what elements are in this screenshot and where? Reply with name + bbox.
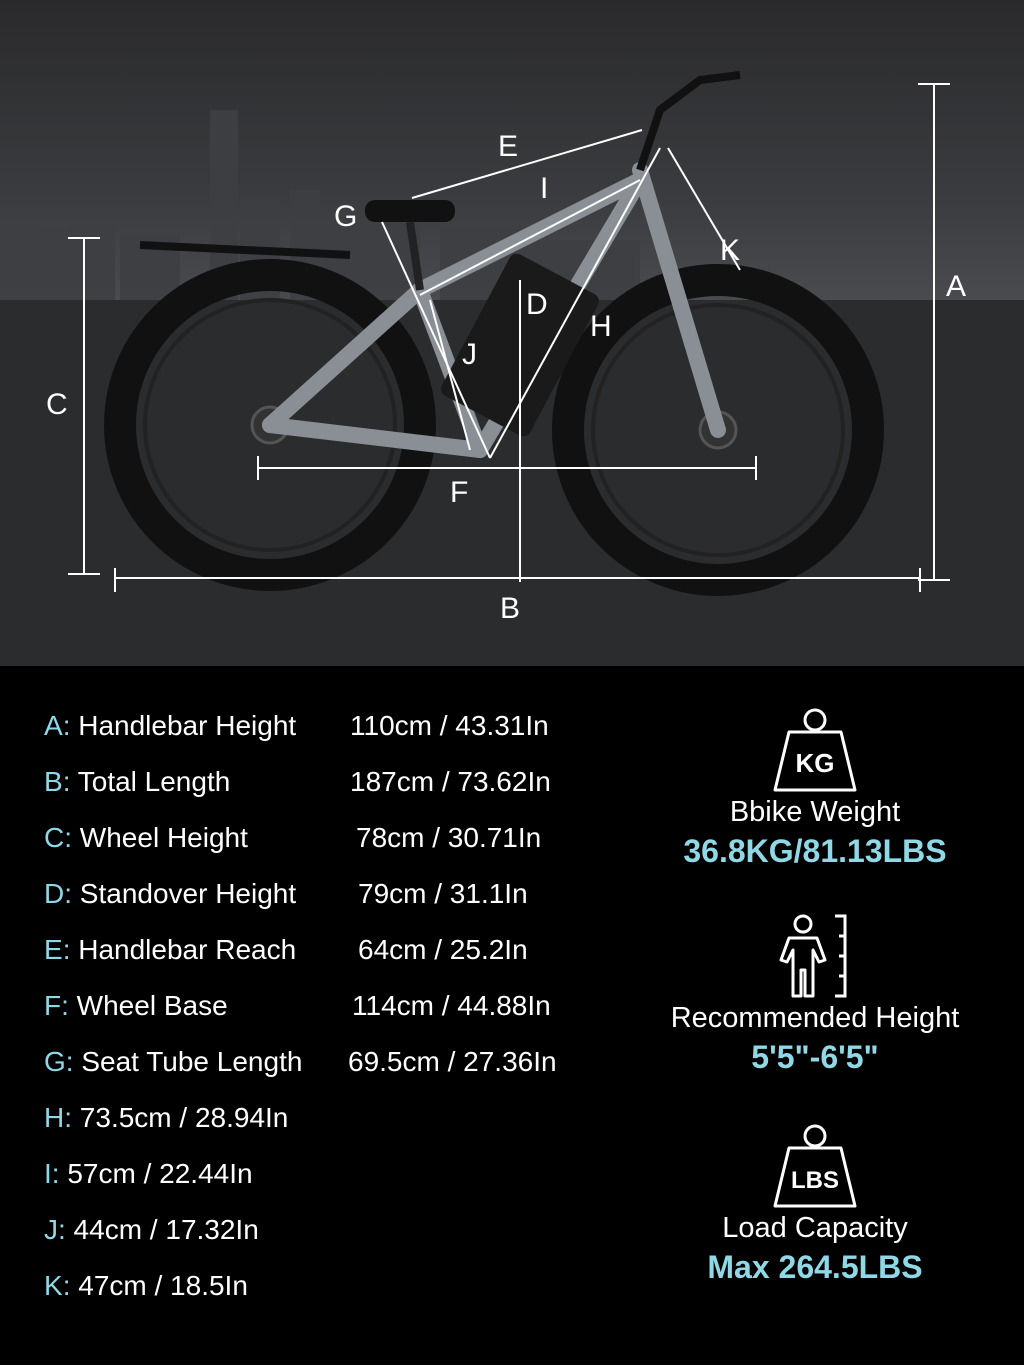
label-h: H	[590, 310, 612, 343]
spec-name: 44cm / 17.32In	[65, 1214, 259, 1245]
spec-name: 57cm / 22.44In	[59, 1158, 253, 1189]
kg-icon-text: KG	[795, 748, 835, 778]
spec-name: Handlebar Height	[70, 710, 297, 741]
height-title: Recommended Height	[670, 1002, 960, 1034]
spec-letter: C	[44, 822, 65, 853]
spec-name: Wheel Height	[72, 822, 248, 853]
spec-separator: :	[64, 1102, 73, 1133]
spec-separator: :	[61, 990, 69, 1021]
spec-value: 69.5cm / 27.36In	[348, 1046, 557, 1077]
spec-row-a	[44, 710, 549, 750]
height-value: 5'5"-6'5"	[751, 1039, 879, 1075]
label-k: K	[720, 234, 741, 267]
spec-row-h	[44, 1102, 288, 1142]
seat	[365, 200, 455, 222]
load-stat	[640, 1124, 990, 1286]
load-value: Max 264.5LBS	[707, 1249, 923, 1285]
spec-name: Handlebar Reach	[70, 934, 297, 965]
spec-value: 110cm / 43.31In	[350, 710, 549, 741]
spec-letter: H	[44, 1102, 65, 1133]
lbs-weight-icon	[769, 1124, 861, 1212]
spec-separator: :	[62, 934, 71, 965]
label-j: J	[462, 338, 477, 371]
spec-letter: A	[44, 710, 63, 741]
spec-separator: :	[62, 710, 71, 741]
spec-name: 47cm / 18.5In	[70, 1270, 248, 1301]
label-d: D	[526, 288, 548, 321]
label-b: B	[500, 592, 521, 625]
spec-value: 114cm / 44.88In	[352, 990, 551, 1021]
height-stat	[640, 912, 990, 1076]
spec-name: Standover Height	[72, 878, 297, 909]
lbs-icon-text: LBS	[791, 1167, 839, 1194]
spec-letter: K	[44, 1270, 63, 1301]
spec-letter: D	[44, 878, 65, 909]
label-e: E	[498, 130, 519, 163]
spec-value: 78cm / 30.71In	[356, 822, 542, 853]
bike-dimension-diagram	[0, 0, 1024, 666]
specifications-panel	[0, 666, 1024, 1365]
label-c: C	[46, 388, 68, 421]
spec-separator: :	[62, 766, 71, 797]
label-a: A	[946, 270, 967, 303]
spec-row-g	[44, 1046, 557, 1086]
spec-separator: :	[65, 1046, 74, 1077]
spec-name: Seat Tube Length	[73, 1046, 303, 1077]
spec-name: Total Length	[70, 766, 231, 797]
spec-letter: I	[44, 1158, 52, 1189]
label-g: G	[334, 200, 358, 233]
spec-row-k	[44, 1270, 248, 1310]
weight-stat	[640, 708, 990, 870]
spec-separator: :	[64, 822, 73, 853]
weight-value: 36.8KG/81.13LBS	[683, 833, 947, 869]
spec-row-j	[44, 1214, 259, 1254]
spec-value: 64cm / 25.2In	[358, 934, 528, 965]
spec-separator: :	[64, 878, 73, 909]
spec-row-b	[44, 766, 551, 806]
spec-row-f	[44, 990, 551, 1030]
spec-value: 187cm / 73.62In	[350, 766, 551, 797]
label-i: I	[540, 172, 549, 205]
label-f: F	[450, 476, 469, 509]
spec-row-e	[44, 934, 528, 974]
spec-letter: B	[44, 766, 63, 797]
spec-name: 73.5cm / 28.94In	[72, 1102, 289, 1133]
person-height-icon	[775, 912, 855, 1002]
weight-title: Bbike Weight	[729, 796, 901, 828]
spec-row-i	[44, 1158, 253, 1198]
spec-row-d	[44, 878, 528, 918]
spec-separator: :	[58, 1214, 66, 1245]
load-title: Load Capacity	[722, 1212, 908, 1244]
spec-separator: :	[51, 1158, 60, 1189]
spec-row-c	[44, 822, 542, 862]
spec-letter: G	[44, 1046, 66, 1077]
bike-illustration	[0, 0, 1024, 666]
spec-value: 79cm / 31.1In	[358, 878, 528, 909]
spec-separator: :	[62, 1270, 71, 1301]
spec-letter: J	[44, 1214, 58, 1245]
spec-letter: F	[44, 990, 62, 1021]
spec-name: Wheel Base	[68, 990, 228, 1021]
spec-letter: E	[44, 934, 63, 965]
kg-weight-icon	[769, 708, 861, 796]
